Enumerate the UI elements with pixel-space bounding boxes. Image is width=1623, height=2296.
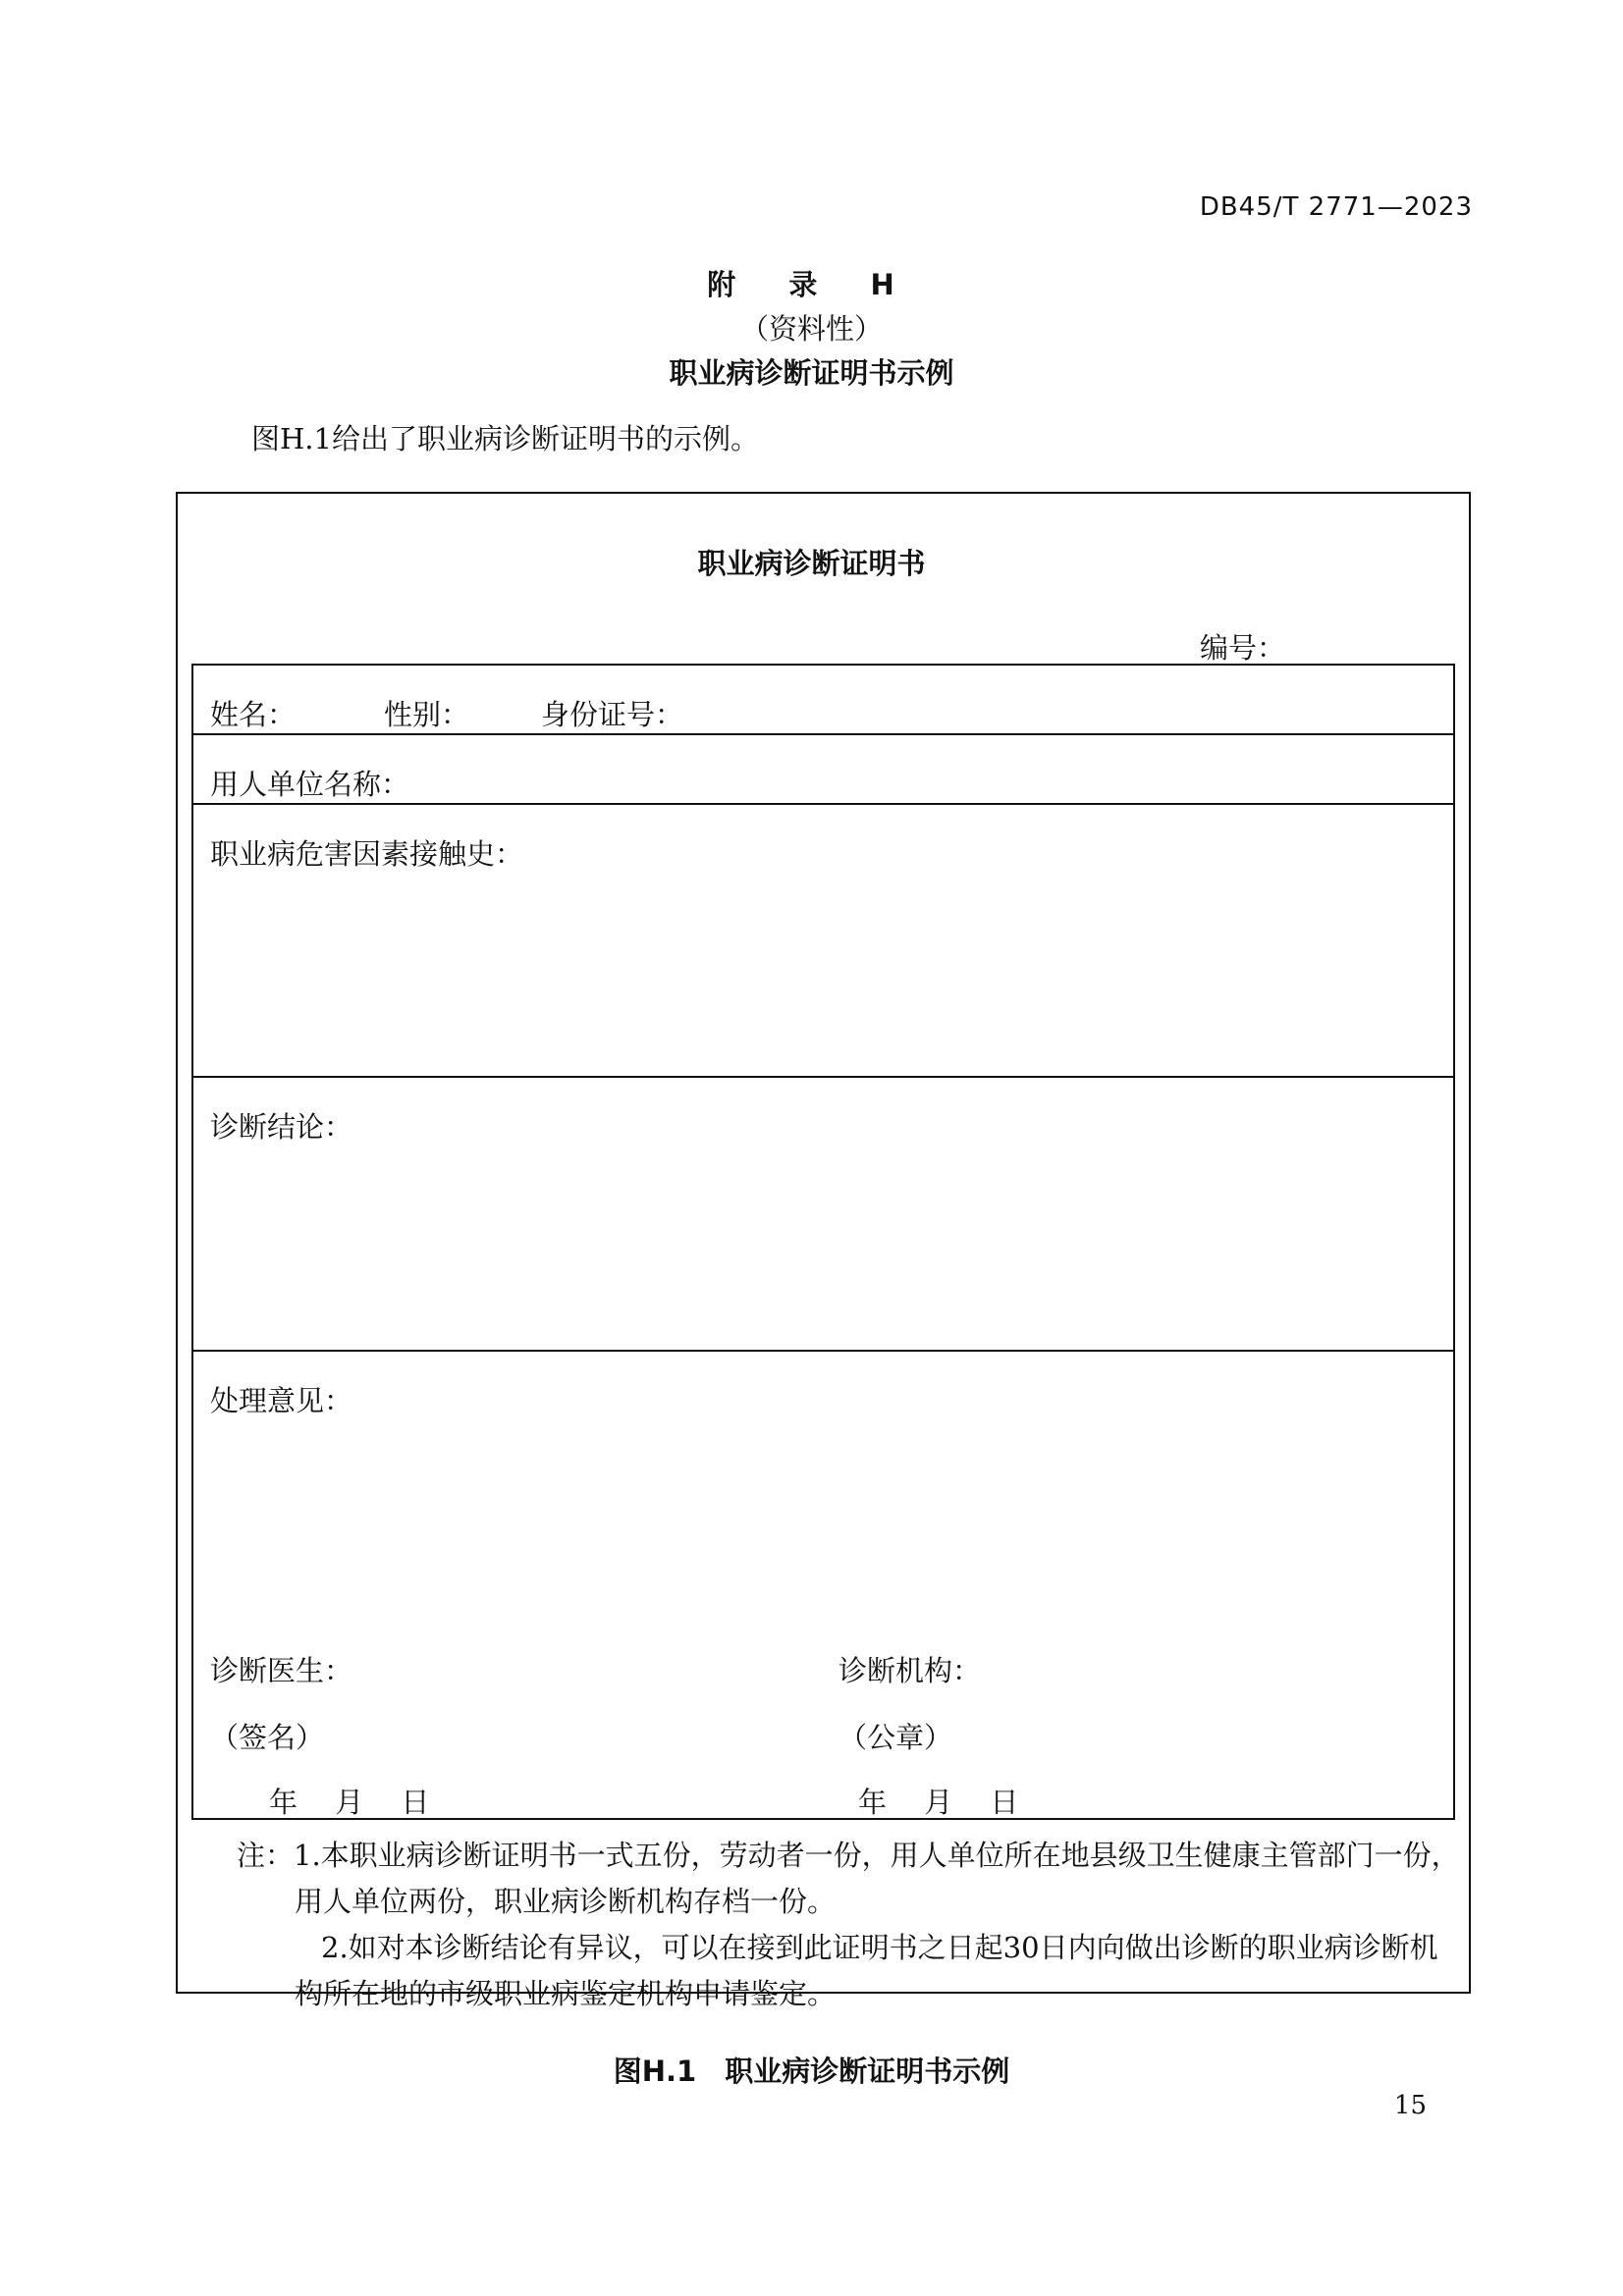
date-left: 年 月 日 xyxy=(269,1786,430,1819)
page-number: 15 xyxy=(1393,2091,1427,2120)
diagnosis-conclusion-label: 诊断结论： xyxy=(210,1110,353,1144)
name-label: 姓名： xyxy=(210,698,297,731)
employer-label: 用人单位名称： xyxy=(210,768,410,801)
row-divider xyxy=(193,1350,1453,1352)
note-line-1: 注：1.本职业病诊断证明书一式五份，劳动者一份，用人单位所在地县级卫生健康主管部门一份， xyxy=(237,1839,1460,1872)
id-number-label: 身份证号： xyxy=(541,698,684,731)
note-line-3: 2.如对本诊断结论有异议，可以在接到此证明书之日起30日内向做出诊断的职业病诊断机 xyxy=(321,1931,1438,1964)
institution-label: 诊断机构： xyxy=(839,1654,982,1687)
note-line-2: 用人单位两份，职业病诊断机构存档一份。 xyxy=(295,1885,837,1918)
gender-label: 性别： xyxy=(384,698,470,731)
appendix-name: 职业病诊断证明书示例 xyxy=(669,356,954,390)
certificate-title: 职业病诊断证明书 xyxy=(697,547,926,580)
date-right: 年 月 日 xyxy=(858,1786,1019,1819)
figure-caption: 图H.1 职业病诊断证明书示例 xyxy=(613,2055,1010,2088)
doctor-label: 诊断医生： xyxy=(210,1654,353,1687)
document-number: DB45/T 2771—2023 xyxy=(1199,192,1473,222)
serial-number-label: 编号： xyxy=(1200,631,1286,665)
intro-paragraph: 图H.1给出了职业病诊断证明书的示例。 xyxy=(251,422,759,455)
note-line-4: 构所在地的市级职业病鉴定机构申请鉴定。 xyxy=(295,1977,837,2010)
exposure-history-label: 职业病危害因素接触史： xyxy=(210,837,524,871)
appendix-title: 附 录 H xyxy=(707,268,916,301)
row-divider xyxy=(193,1076,1453,1078)
seal-label: （公章） xyxy=(839,1721,953,1754)
certificate-form-table xyxy=(191,664,1455,1820)
row-divider xyxy=(193,733,1453,735)
row-divider xyxy=(193,803,1453,805)
handling-opinion-label: 处理意见： xyxy=(210,1384,353,1417)
signature-label: （签名） xyxy=(210,1721,325,1754)
appendix-subtitle: （资料性） xyxy=(739,312,883,346)
